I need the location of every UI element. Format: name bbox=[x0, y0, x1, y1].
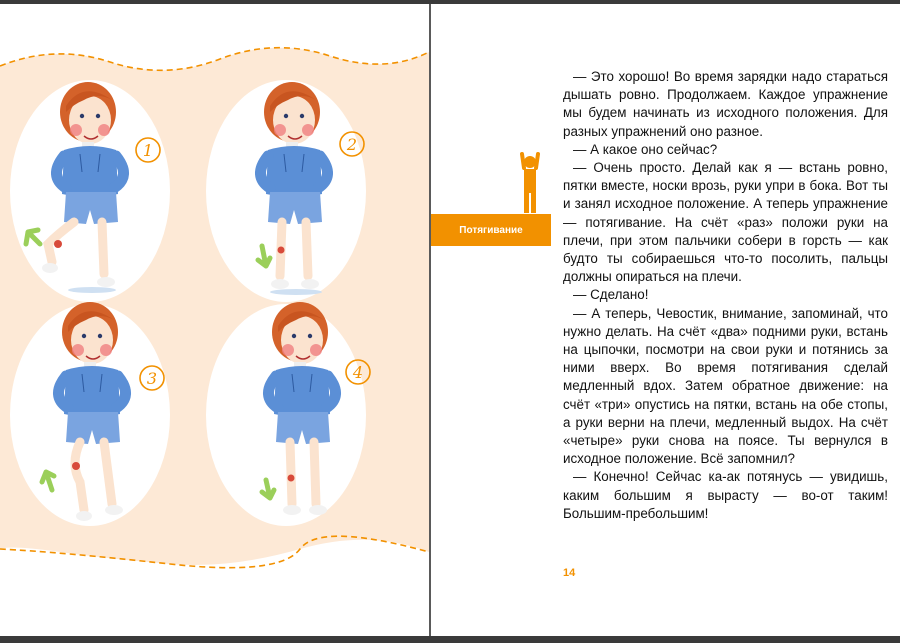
step-number-4 bbox=[346, 360, 370, 384]
page-number: 14 bbox=[563, 567, 576, 579]
svg-text:2: 2 bbox=[346, 135, 358, 154]
bottom-edge bbox=[0, 636, 900, 643]
stretching-figure-icon bbox=[513, 150, 547, 216]
step-number-2 bbox=[340, 132, 364, 156]
paragraph: — Очень просто. Делай как я — встань ровно, пятки вместе, носки врозь, руки упри в бока. Вот ты и занял исходное положение. А теперь упражнение — потягивание. На счёт «раз» положи руки на плечи, при этом пальчики собери в горсть — как будто ты собираешься что-то посолить, пальцы должны опираться на плечи. bbox=[563, 160, 888, 285]
paragraph: — Конечно! Сейчас ка-ак потянусь — увидишь, каким большим я вырасту — во-от таким! Большим-пребольшим! bbox=[563, 469, 888, 521]
paragraph: — Сделано! bbox=[573, 287, 649, 303]
svg-text:1: 1 bbox=[142, 141, 154, 160]
book-spread bbox=[0, 4, 900, 636]
step-number-1 bbox=[136, 138, 160, 162]
step-number-3 bbox=[140, 366, 164, 390]
text-page bbox=[431, 4, 900, 636]
paragraph: — Это хорошо! Во время зарядки надо стараться дышать ровно. Продолжаем. Каждое упражнение мы будем начинать из исходного положения. Для разных упражнений оно разное. bbox=[563, 69, 888, 139]
figures-layer bbox=[0, 4, 429, 636]
svg-text:3: 3 bbox=[146, 369, 158, 388]
body-text bbox=[563, 68, 888, 523]
illustration-page bbox=[0, 4, 429, 636]
svg-text:4: 4 bbox=[352, 363, 364, 382]
section-tab: Потягивание bbox=[431, 214, 551, 246]
paragraph: — А теперь, Чевостик, внимание, запоминай, что нужно делать. На счёт «два» подними руки, встань на цыпочки, посмотри на свои руки и потянись за ними вверх. Во время потягивания сделай медленный вдох. Затем обратное движение: на счёт «три» опустись на пятки, встань на обе стопы, а руки верни на плечи, медленный выдох. На счёт «четыре» руки снова на поясе. Ты вернулся в исходное положение. Всё запомнил? bbox=[563, 305, 888, 467]
paragraph: — А какое оно сейчас? bbox=[573, 141, 718, 157]
